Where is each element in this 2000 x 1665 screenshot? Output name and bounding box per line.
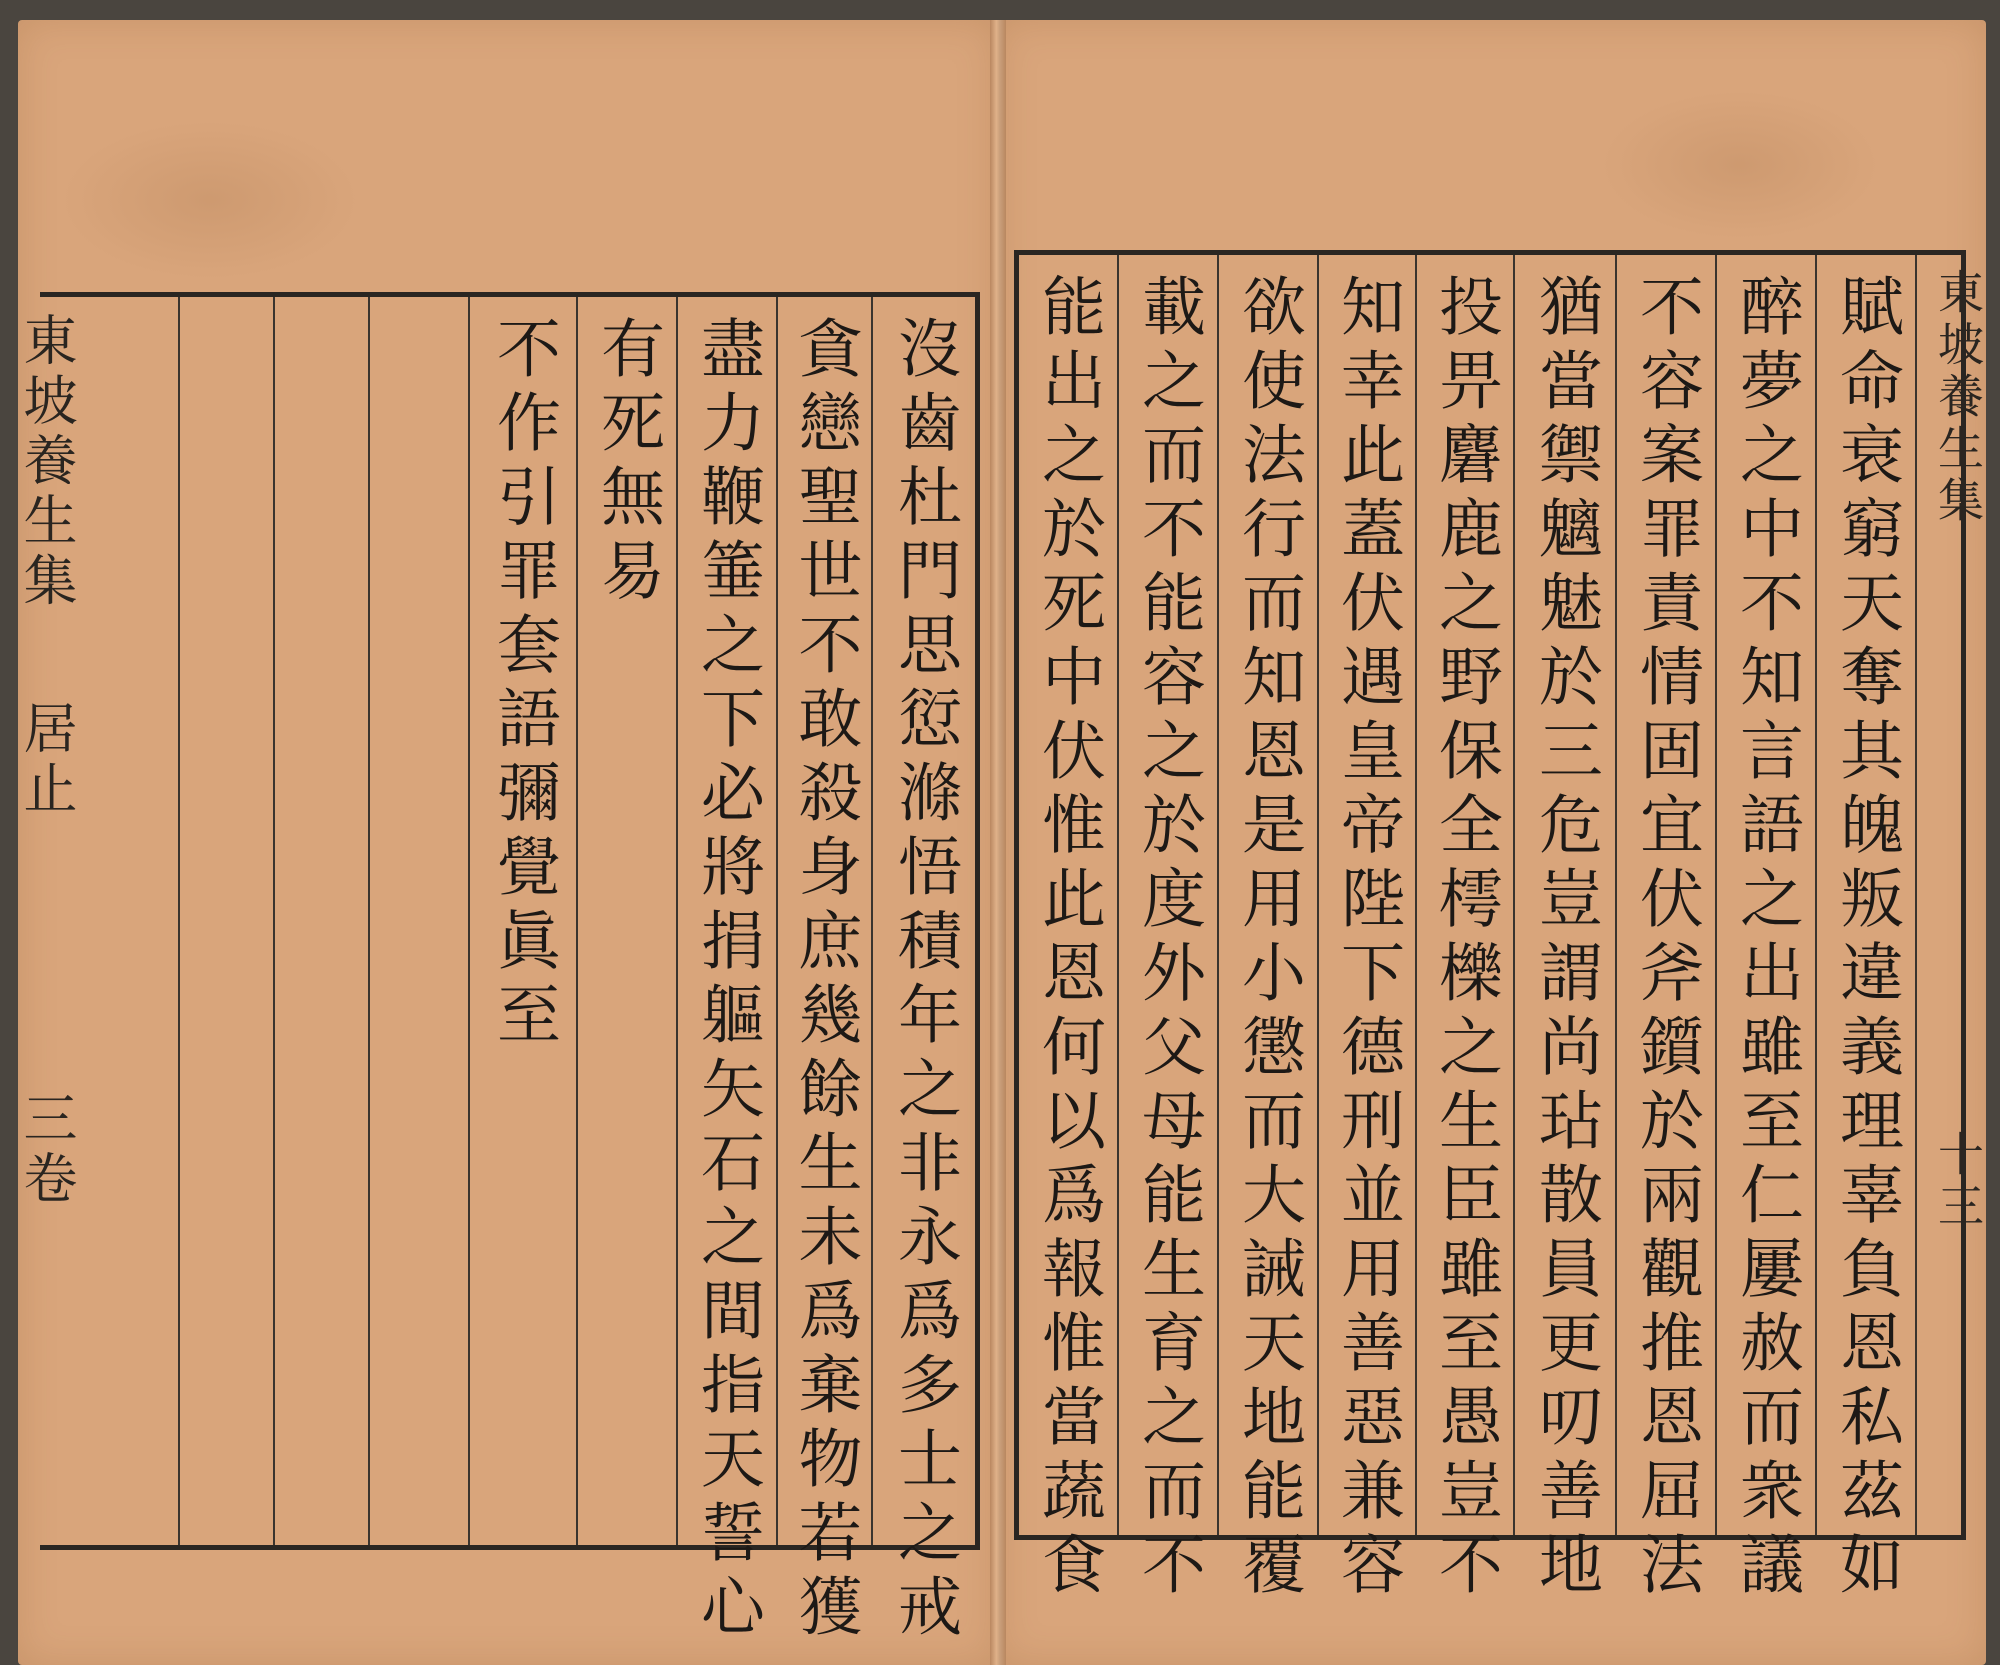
right-column-1-text: 賦命衰窮天奪其魄叛違義理辜負恩私茲如 <box>1829 273 1903 1605</box>
left-column-1-text: 沒齒杜門思愆滌悟積年之非永爲多士之戒 <box>887 315 961 1647</box>
right-column-1 <box>1817 255 1917 1605</box>
right-column-7 <box>1219 255 1319 1605</box>
left-column-5-text: 不作引罪套語彌覺眞至 <box>486 315 560 1055</box>
paper-stain <box>60 120 360 280</box>
paper-stain <box>1600 90 1880 240</box>
right-column-6 <box>1319 255 1417 1605</box>
left-margin-section: 居止 <box>15 700 78 820</box>
right-column-2 <box>1717 255 1817 1605</box>
right-column-9 <box>1019 255 1119 1605</box>
book-spine-fold <box>990 20 1006 1665</box>
right-column-4 <box>1515 255 1617 1605</box>
right-page-number: 十三 <box>1931 1130 1985 1234</box>
right-column-9-text: 能出之於死中伏惟此恩何以爲報惟當蔬食 <box>1031 273 1105 1605</box>
right-column-4-text: 猶當禦魑魅於三危豈謂尚玷散員更叨善地 <box>1528 273 1602 1605</box>
left-column-4-text: 有死無易 <box>590 315 664 611</box>
left-column-2 <box>778 297 873 1647</box>
right-column-5 <box>1417 255 1515 1605</box>
left-column-empty <box>180 297 275 1545</box>
left-column-2-text: 貪戀聖世不敢殺身庶幾餘生未爲棄物若獲 <box>787 315 862 1647</box>
left-column-empty <box>90 297 180 1545</box>
left-column-4 <box>578 297 678 1545</box>
left-column-3-text: 盡力鞭箠之下必將捐軀矢石之間指天誓心 <box>690 315 764 1647</box>
left-column-5 <box>470 297 578 1545</box>
right-column-3 <box>1617 255 1717 1605</box>
left-column-3 <box>678 297 778 1647</box>
right-column-2-text: 醉夢之中不知言語之出雖至仁屢赦而衆議 <box>1729 273 1803 1605</box>
left-column-empty <box>275 297 370 1545</box>
right-column-7-text: 欲使法行而知恩是用小懲而大誡天地能覆 <box>1231 273 1305 1605</box>
right-column-5-text: 投畀麏鹿之野保全樗櫟之生臣雖至愚豈不 <box>1428 273 1502 1605</box>
right-column-3-text: 不容案罪責情固宜伏斧鑕於兩觀推恩屈法 <box>1629 273 1703 1605</box>
right-column-8-text: 載之而不能容之於度外父母能生育之而不 <box>1131 273 1205 1605</box>
left-column-1 <box>873 297 975 1647</box>
left-margin-volume: 三卷 <box>15 1090 78 1210</box>
left-column-empty <box>370 297 470 1545</box>
right-column-8 <box>1119 255 1219 1605</box>
right-margin-title: 東坡養生集 <box>1931 268 1985 528</box>
left-margin-title: 東坡養生集 <box>15 312 78 612</box>
right-column-6-text: 知幸此蓋伏遇皇帝陛下德刑並用善惡兼容 <box>1330 273 1404 1605</box>
